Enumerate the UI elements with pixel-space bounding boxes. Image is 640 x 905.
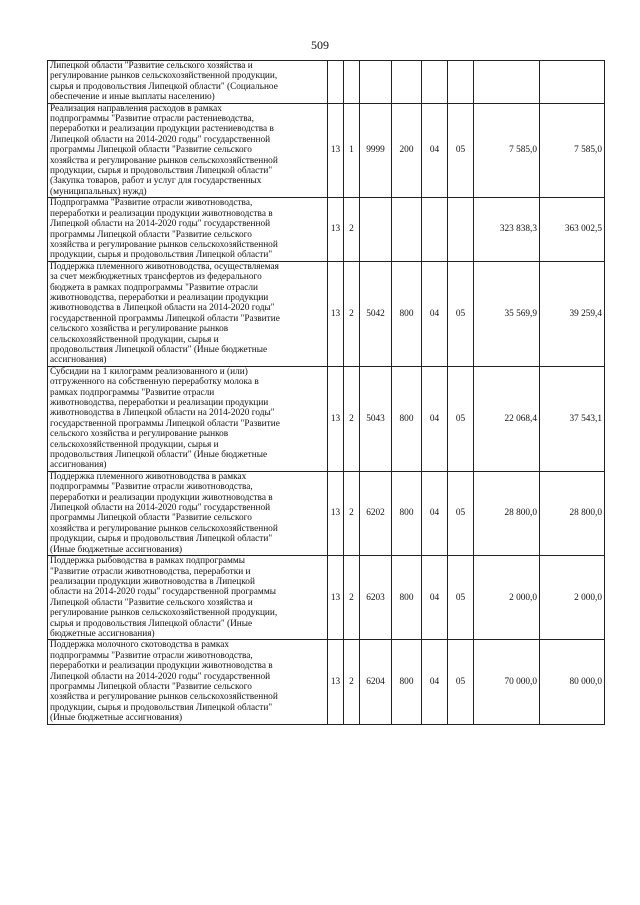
description-line: Липецкой области на 2014-2020 годы" государственной (50, 219, 271, 230)
description-line: сельского хозяйства и регулирование рынков (50, 429, 229, 440)
description-line: подпрограммы "Развитие отрасли животноводства, (50, 482, 253, 493)
description-line: сельскохозяйственной продукции, сырья и (50, 439, 219, 450)
subprogram-code-cell: 2 (344, 640, 360, 724)
description-line: государственной программы Липецкой области "Развитие (50, 418, 280, 429)
expense-type-cell: 800 (392, 471, 422, 555)
section-cell: 04 (422, 103, 448, 198)
description-line: Поддержка племенного животноводства, осуществляемая (50, 261, 279, 272)
amount-year-1-cell: 323 838,3 (474, 198, 540, 261)
description-line: Поддержка рыбоводства в рамках подпрограммы (50, 556, 246, 567)
description-line: (муниципальных) нужд) (50, 186, 147, 197)
expense-type-cell: 200 (392, 103, 422, 198)
description-line: регулирование рынков сельскохозяйственной продукции, (50, 71, 278, 82)
amount-year-1-cell: 70 000,0 (474, 640, 540, 724)
amount-year-2-cell: 39 259,4 (540, 261, 605, 366)
description-line: подпрограммы "Развитие отрасли растениеводства, (50, 114, 254, 125)
subprogram-code-cell: 2 (344, 366, 360, 471)
table-row (48, 366, 605, 471)
expense-type-cell: 800 (392, 640, 422, 724)
description-cell (48, 198, 328, 261)
description-line: хозяйства и регулирование рынков сельскохозяйственной (50, 692, 278, 703)
program-code-cell: 13 (328, 471, 344, 555)
program-code-cell: 13 (328, 556, 344, 640)
description-line: переработки и реализации продукции животноводства в (50, 208, 273, 219)
direction-code-cell: 6204 (360, 640, 392, 724)
description-cell (48, 471, 328, 555)
table-row (48, 103, 605, 198)
direction-code-cell: 6203 (360, 556, 392, 640)
description-line: продукции, сырья и продовольствия Липецкой области" (50, 702, 273, 713)
program-code-cell: 13 (328, 366, 344, 471)
program-code-cell: 13 (328, 261, 344, 366)
description-line: программы Липецкой области "Развитие сельского (50, 513, 252, 524)
amount-year-1-cell: 7 585,0 (474, 103, 540, 198)
description-line: сельскохозяйственной продукции, сырья и (50, 334, 219, 345)
description-line: животноводства в Липецкой области на 2014-2020 годы" (50, 303, 275, 314)
description-cell (48, 61, 328, 104)
description-line: бюджета в рамках подпрограммы "Развитие отрасли (50, 282, 258, 293)
description-line: области на 2014-2020 годы" государственной программы (50, 587, 276, 598)
budget-table-body (48, 61, 605, 725)
amount-year-2-cell: 37 543,1 (540, 366, 605, 471)
description-line: продукции, сырья и продовольствия Липецкой области" (50, 166, 273, 177)
description-line: Липецкой области "Развитие сельского хозяйства и (50, 61, 253, 71)
program-code-cell: 13 (328, 198, 344, 261)
amount-year-2-cell: 7 585,0 (540, 103, 605, 198)
description-line: продовольствия Липецкой области" (Иные бюджетные (50, 450, 268, 461)
direction-code-cell: 9999 (360, 103, 392, 198)
description-line: сырья и продовольствия Липецкой области" (Иные (50, 618, 253, 629)
description-line: (Иные бюджетные ассигнования) (50, 544, 183, 555)
direction-code-cell: 6202 (360, 471, 392, 555)
description-line: животноводства, переработки и реализации продукции (50, 292, 269, 303)
section-cell: 04 (422, 366, 448, 471)
description-line: хозяйства и регулирование рынков сельскохозяйственной (50, 155, 278, 166)
description-line: животноводства, переработки и реализации продукции (50, 398, 269, 408)
description-line: Поддержка племенного животноводства в рамках (50, 471, 247, 482)
description-line: продукции, сырья и продовольствия Липецкой области" (50, 534, 273, 545)
description-line: Подпрограмма "Развитие отрасли животноводства, (50, 198, 253, 209)
description-line: (Закупка товаров, работ и услуг для государственных (50, 176, 262, 187)
description-line: Реализация направления расходов в рамках (50, 103, 222, 114)
amount-year-1-cell (474, 61, 540, 104)
description-line: ассигнования) (50, 460, 107, 471)
table-row (48, 198, 605, 261)
subprogram-code-cell: 2 (344, 198, 360, 261)
subprogram-code-cell: 2 (344, 261, 360, 366)
description-line: отгруженного на собственную переработку молока в (50, 377, 259, 388)
direction-code-cell: 5043 (360, 366, 392, 471)
description-line: Липецкой области на 2014-2020 годы" государственной (50, 503, 271, 514)
expense-type-cell: 800 (392, 556, 422, 640)
description-line: переработки и реализации продукции животноводства в (50, 492, 273, 503)
table-row (48, 556, 605, 640)
description-line: Липецкой области "Развитие сельского хозяйства и (50, 597, 253, 608)
program-code-cell: 13 (328, 640, 344, 724)
amount-year-2-cell: 2 000,0 (540, 556, 605, 640)
amount-year-2-cell: 28 800,0 (540, 471, 605, 555)
description-line: животноводства в Липецкой области на 2014-2020 годы" (50, 408, 275, 419)
description-line: реализации продукции животноводства в Липецкой (50, 576, 255, 587)
subsection-cell (448, 198, 474, 261)
subsection-cell (448, 61, 474, 104)
expense-type-cell (392, 61, 422, 104)
description-cell (48, 366, 328, 471)
description-line: Липецкой области на 2014-2020 годы" государственной (50, 134, 271, 145)
table-row (48, 471, 605, 555)
subprogram-code-cell: 2 (344, 471, 360, 555)
description-line: программы Липецкой области "Развитие сельского (50, 229, 252, 240)
program-code-cell: 13 (328, 103, 344, 198)
description-line: бюджетные ассигнования) (50, 628, 155, 639)
description-line: сырья и продовольствия Липецкой области" (Социальное (50, 81, 278, 92)
table-row (48, 261, 605, 366)
description-cell (48, 640, 328, 724)
description-cell (48, 261, 328, 366)
description-line: государственной программы Липецкой области "Развитие (50, 313, 280, 324)
section-cell (422, 61, 448, 104)
program-code-cell (328, 61, 344, 104)
subprogram-code-cell: 2 (344, 556, 360, 640)
subsection-cell: 05 (448, 640, 474, 724)
description-line: сельского хозяйства и регулирование рынков (50, 324, 229, 335)
subsection-cell: 05 (448, 103, 474, 198)
direction-code-cell: 5042 (360, 261, 392, 366)
amount-year-1-cell: 2 000,0 (474, 556, 540, 640)
section-cell (422, 198, 448, 261)
subsection-cell: 05 (448, 261, 474, 366)
table-row (48, 640, 605, 724)
description-line: переработки и реализации продукции растениеводства в (50, 124, 274, 135)
subprogram-code-cell: 1 (344, 103, 360, 198)
description-line: переработки и реализации продукции животноводства в (50, 661, 273, 672)
section-cell: 04 (422, 556, 448, 640)
amount-year-2-cell: 363 002,5 (540, 198, 605, 261)
description-line: рамках подпрограммы "Развитие отрасли (50, 387, 215, 398)
section-cell: 04 (422, 261, 448, 366)
description-line: ассигнования) (50, 355, 107, 366)
description-line: регулирование рынков сельскохозяйственной продукции, (50, 608, 278, 619)
description-line: хозяйства и регулирование рынков сельскохозяйственной (50, 523, 278, 534)
expense-type-cell: 800 (392, 366, 422, 471)
amount-year-1-cell: 35 569,9 (474, 261, 540, 366)
amount-year-1-cell: 22 068,4 (474, 366, 540, 471)
amount-year-1-cell: 28 800,0 (474, 471, 540, 555)
description-line: продукции, сырья и продовольствия Липецкой области" (50, 250, 273, 261)
direction-code-cell (360, 198, 392, 261)
description-line: хозяйства и регулирование рынков сельскохозяйственной (50, 239, 278, 250)
page-number: 509 (311, 38, 329, 52)
expense-type-cell: 800 (392, 261, 422, 366)
section-cell: 04 (422, 640, 448, 724)
section-cell: 04 (422, 471, 448, 555)
expense-type-cell (392, 198, 422, 261)
description-line: Липецкой области на 2014-2020 годы" государственной (50, 671, 271, 682)
description-line: обеспечение и иные выплаты населению) (50, 92, 215, 103)
description-line: подпрограммы "Развитие отрасли животноводства, (50, 650, 253, 661)
description-line: (Иные бюджетные ассигнования) (50, 713, 183, 724)
direction-code-cell (360, 61, 392, 104)
budget-table (47, 60, 605, 725)
subsection-cell: 05 (448, 556, 474, 640)
description-cell (48, 103, 328, 198)
description-line: программы Липецкой области "Развитие сельского (50, 681, 252, 692)
description-line: программы Липецкой области "Развитие сельского (50, 145, 252, 156)
description-line: Поддержка молочного скотоводства в рамках (50, 640, 230, 651)
amount-year-2-cell: 80 000,0 (540, 640, 605, 724)
description-cell (48, 556, 328, 640)
subsection-cell: 05 (448, 471, 474, 555)
description-line: "Развитие отрасли животноводства, переработки и (50, 566, 251, 577)
table-row (48, 61, 605, 104)
description-line: Субсидии на 1 килограмм реализованного и (или) (50, 366, 248, 377)
subprogram-code-cell (344, 61, 360, 104)
subsection-cell: 05 (448, 366, 474, 471)
description-line: за счет межбюджетных трансфертов из федерального (50, 272, 262, 283)
amount-year-2-cell (540, 61, 605, 104)
description-line: продовольствия Липецкой области" (Иные бюджетные (50, 344, 268, 355)
